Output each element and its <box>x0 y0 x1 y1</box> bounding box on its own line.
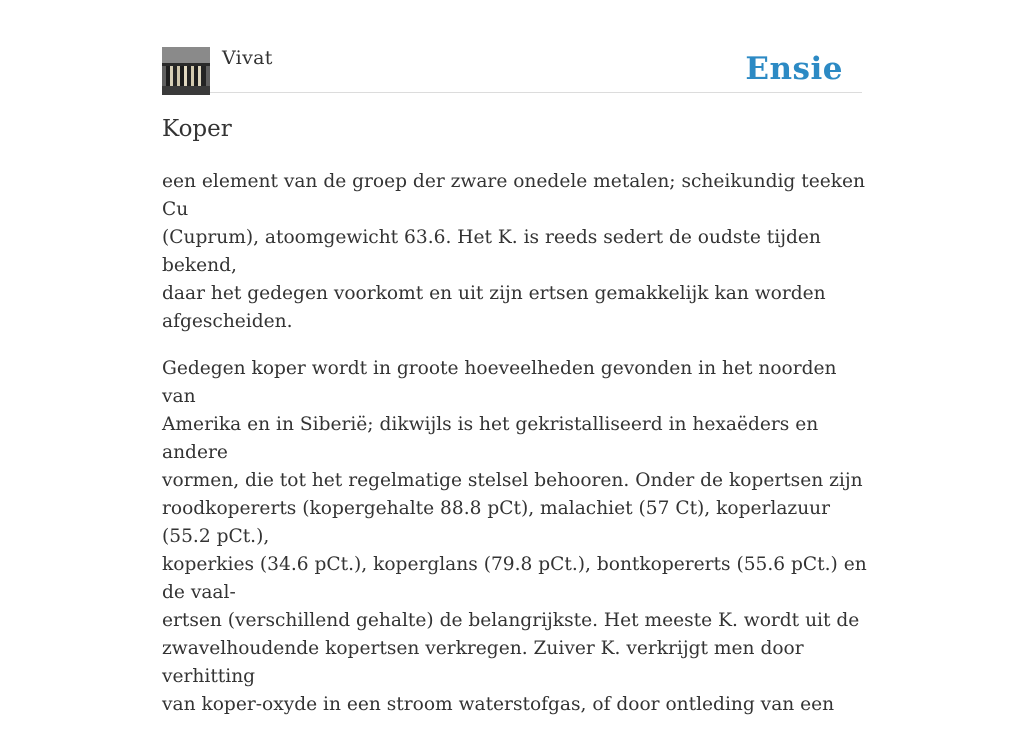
author-name[interactable]: Vivat <box>222 47 273 69</box>
header <box>162 46 862 93</box>
article-paragraph: Gedegen koper wordt in groote hoeveelheden gevonden in het noorden van Amerika en in Siberië; dikwijls is het gekristalliseerd in hexaëders en andere vormen, die tot het regelmatige stelsel behooren. Onder de kopertsen zijn roodkopererts (kopergehalte 88.8 pCt), malachiet (57 Ct), koperlazuur (55.2 pCt.), koperkies (34.6 pCt.), koperglans (79.8 pCt.), bontkopererts (55.6 pCt.) en de vaal- ertsen (verschillend gehalte) de belangrijkste. Het meeste K. wordt uit de zwavelhoudende kopertsen verkregen. Zuiver K. verkrijgt men door verhitting van koper-oxyde in een stroom waterstofgas, of door ontleding van een <box>162 358 867 715</box>
brand-logo[interactable]: Ensie <box>745 51 843 87</box>
article-title: Koper <box>162 116 232 142</box>
bookshelf-avatar-icon <box>162 47 210 95</box>
article-body <box>162 168 872 738</box>
article-paragraph: een element van de groep der zware onedele metalen; scheikundig teeken Cu (Cuprum), atoomgewicht 63.6. Het K. is reeds sedert de oudste tijden bekend, daar het gedegen voorkomt en uit zijn ertsen gemakkelijk kan worden afgescheiden. <box>162 171 865 332</box>
author-avatar[interactable] <box>162 47 210 95</box>
